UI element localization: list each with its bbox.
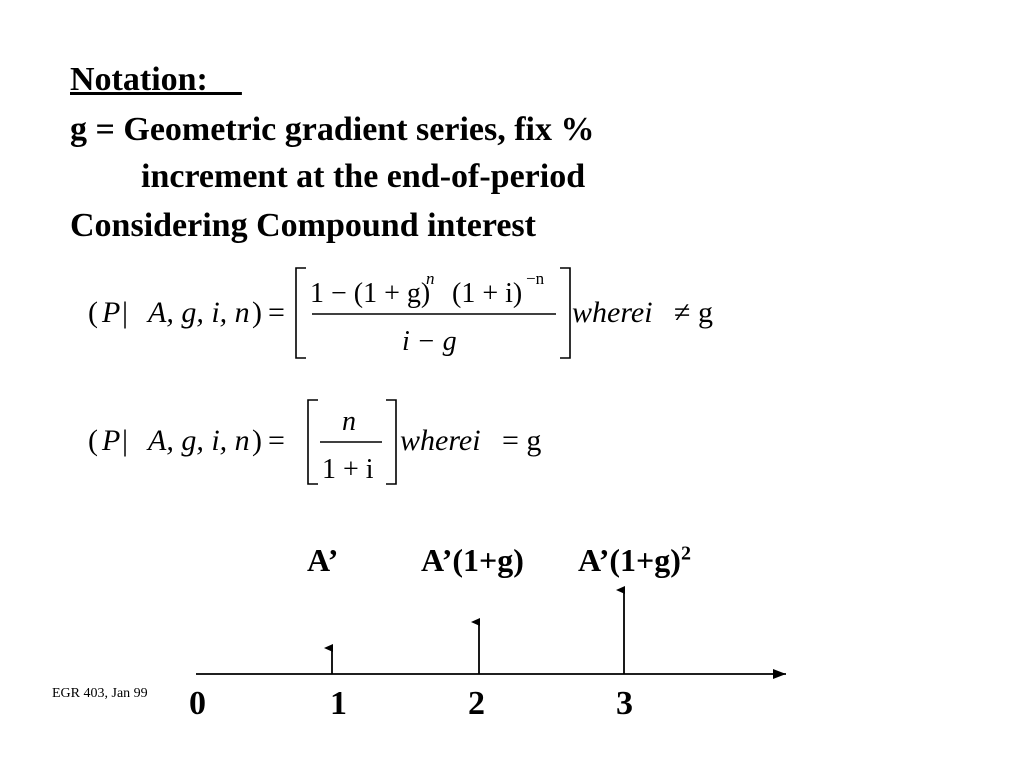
definition-line-compound: Considering Compound interest xyxy=(70,207,536,244)
formula1-where: wherei xyxy=(572,296,653,329)
formula1-condition: ≠ g xyxy=(674,296,713,329)
formula2-lhs-close: ) xyxy=(252,424,262,457)
tick-label-0: 0 xyxy=(189,685,206,722)
formula2-lhs-vars: A, g, i, n xyxy=(148,424,250,457)
formula1-numerator: 1 − (1 + g) xyxy=(310,278,431,309)
formula1-left-bracket xyxy=(296,268,306,358)
formula1-numerator-part2: (1 + i) xyxy=(452,278,523,309)
formula-geometric-gradient-equal xyxy=(80,396,580,488)
footer-course-label: EGR 403, Jan 99 xyxy=(52,686,148,701)
notation-heading: Notation: xyxy=(70,61,242,98)
timeline-label-3-base: A’(1+g) xyxy=(578,542,681,578)
formula1-lhs-open: ( xyxy=(88,296,98,329)
tick-label-1: 1 xyxy=(330,685,347,722)
formula2-left-bracket xyxy=(308,400,318,484)
formula1-denominator: i − g xyxy=(402,326,457,357)
formula1-equals: = xyxy=(268,296,285,329)
formula2-lhs-bar: | xyxy=(122,424,129,457)
definition-line-g: g = Geometric gradient series, fix % xyxy=(70,111,595,148)
timeline-label-2: A’(1+g) xyxy=(421,542,524,578)
formula1-num-exp2: −n xyxy=(526,269,545,288)
formula2-denominator: 1 + i xyxy=(322,454,374,485)
formula2-condition: = g xyxy=(502,424,542,457)
formula1-lhs-close: ) xyxy=(252,296,262,329)
formula1-num-exp1: n xyxy=(426,269,435,288)
cash-flow-timeline xyxy=(0,580,1024,690)
formula2-equals: = xyxy=(268,424,285,457)
formula1-right-bracket xyxy=(560,268,570,358)
formula1-lhs-p: P xyxy=(102,296,121,329)
formula1-lhs-bar: | xyxy=(122,296,129,329)
formula2-lhs-open: ( xyxy=(88,424,98,457)
formula2-where: wherei xyxy=(400,424,481,457)
formula2-lhs-p: P xyxy=(102,424,121,457)
timeline-label-1: A’ xyxy=(307,542,339,578)
timeline-label-3 xyxy=(578,542,691,578)
timeline-label-3-exponent: 2 xyxy=(680,542,691,565)
tick-label-2: 2 xyxy=(468,685,485,722)
formula1-lhs-vars: A, g, i, n xyxy=(148,296,250,329)
definition-line-increment: increment at the end-of-period xyxy=(141,158,586,195)
formula2-numerator: n xyxy=(342,406,356,437)
formula2-right-bracket xyxy=(386,400,396,484)
formula-geometric-gradient-general xyxy=(80,262,740,362)
tick-label-3: 3 xyxy=(616,685,633,722)
